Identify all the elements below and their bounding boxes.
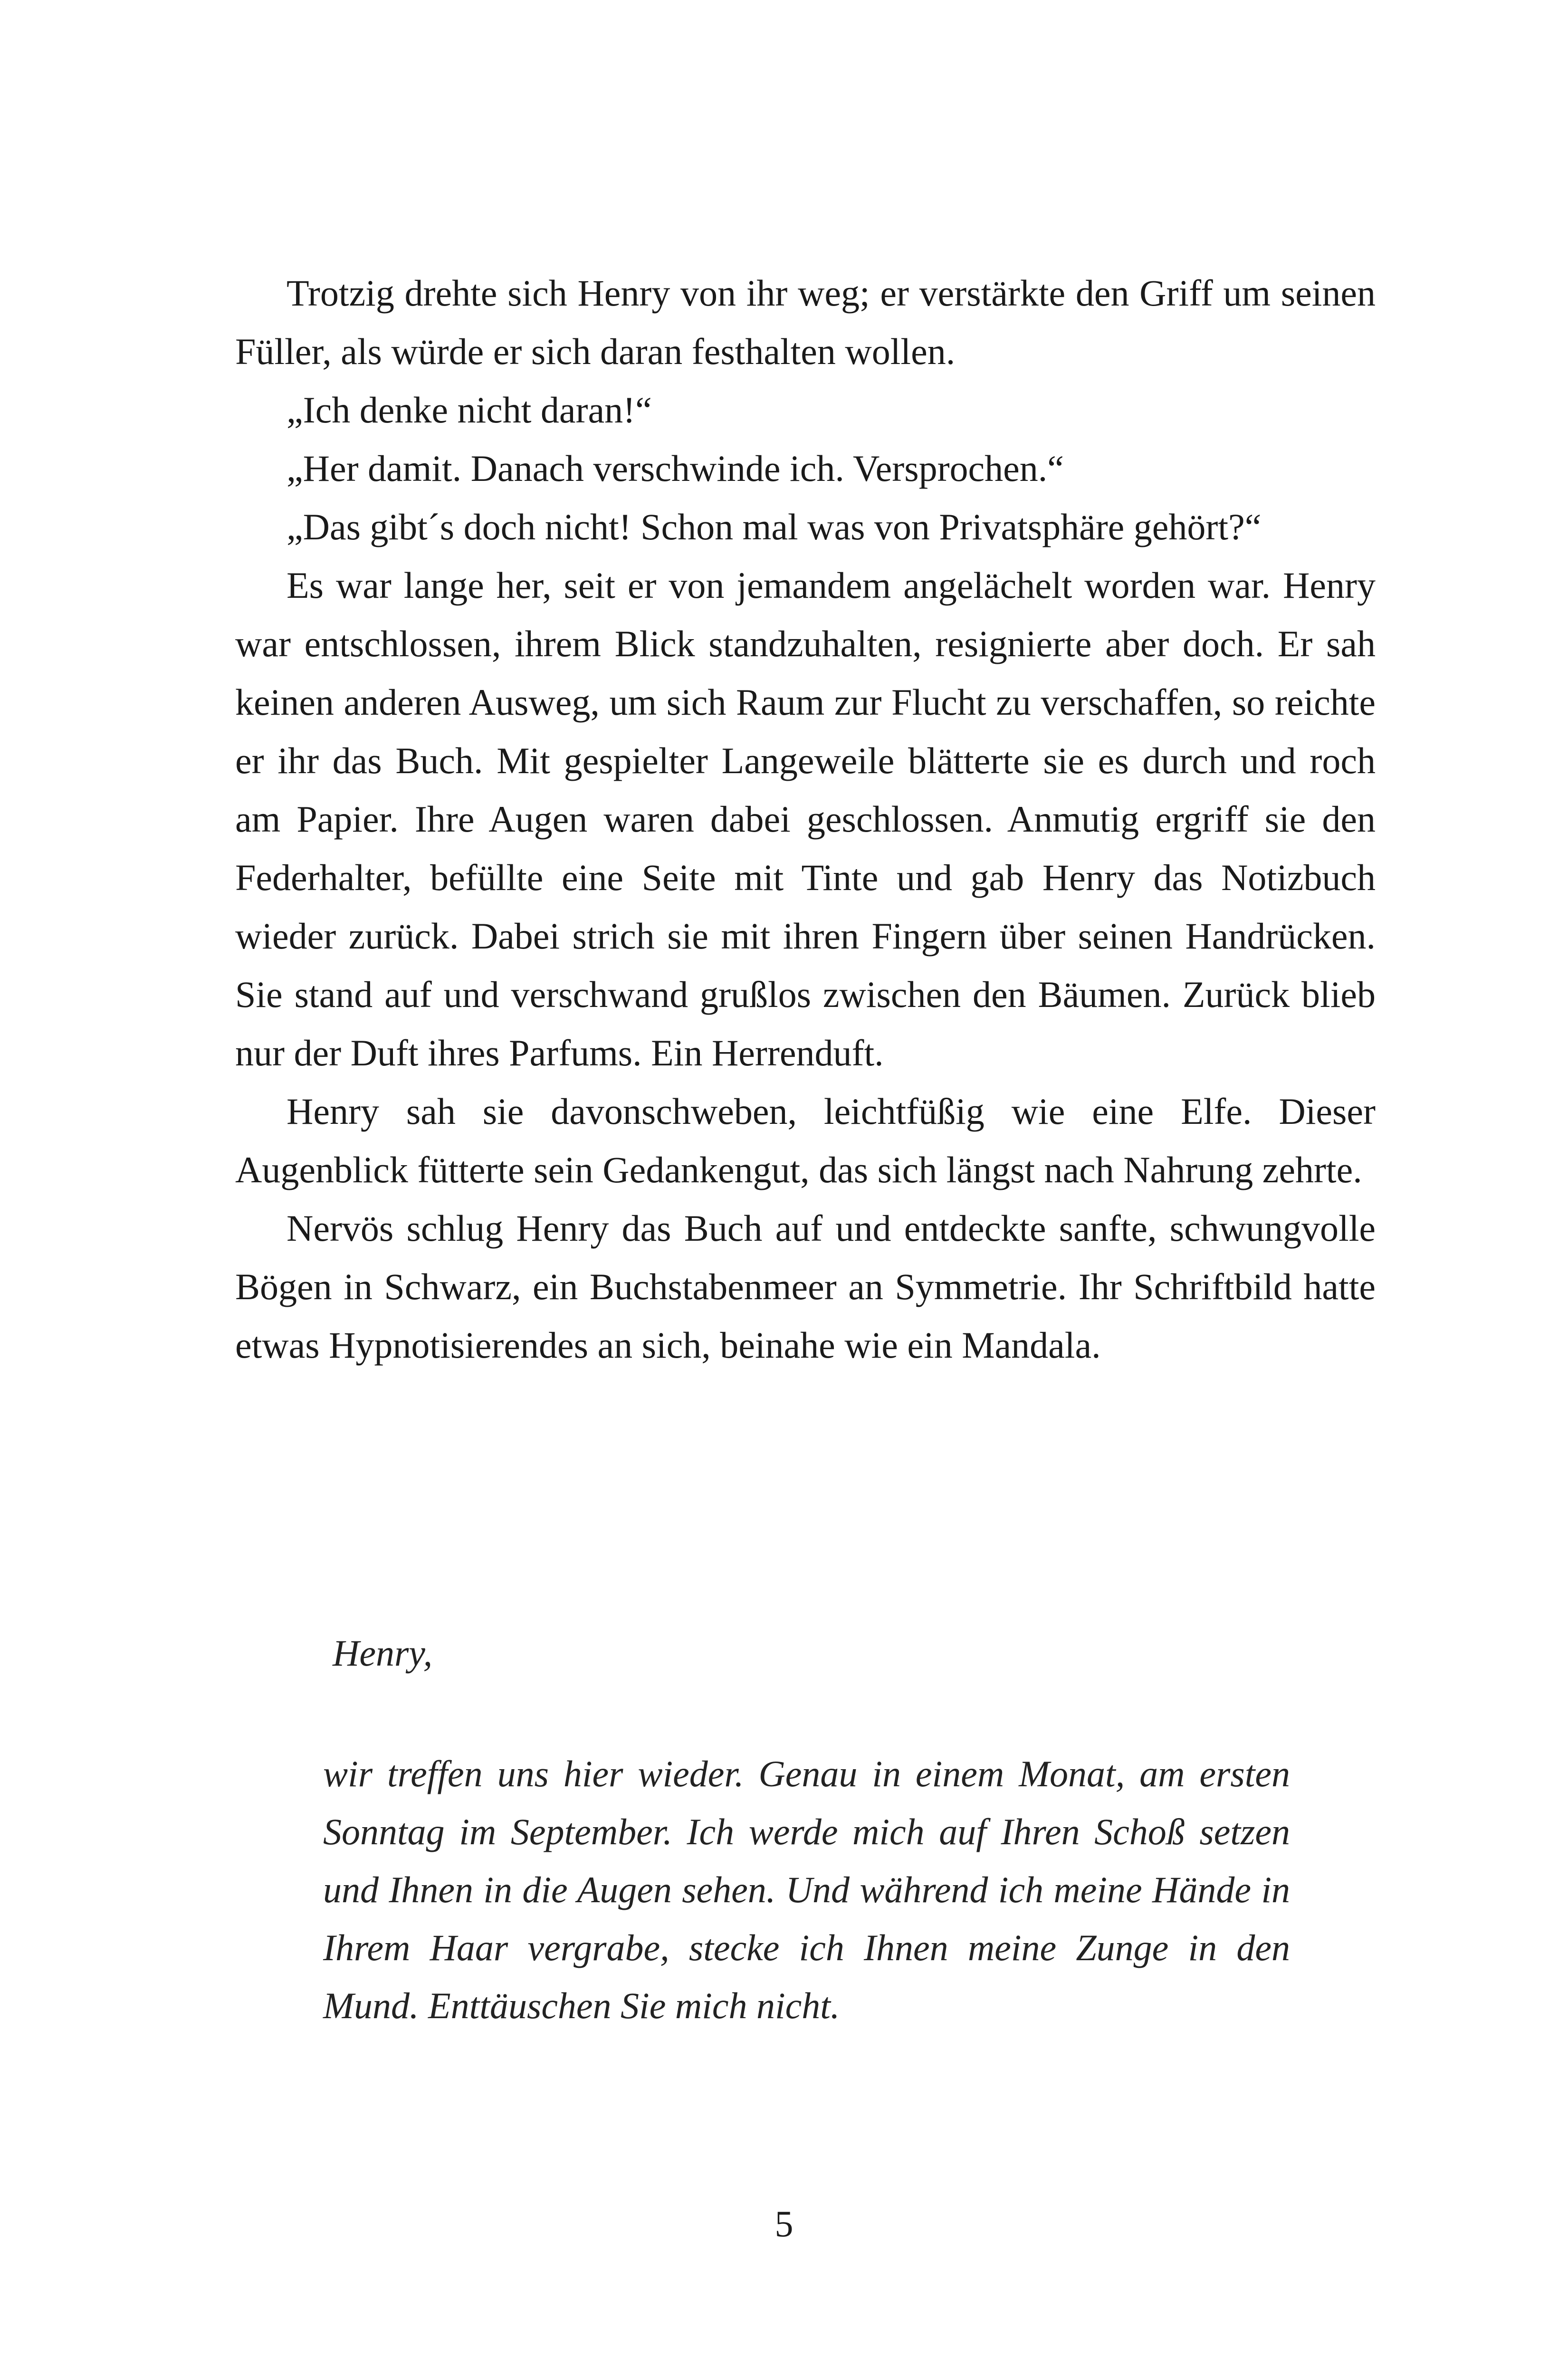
paragraph-3: „Her damit. Danach verschwinde ich. Versprochen.“ [287,448,1064,489]
paragraph-1: Trotzig drehte sich Henry von ihr weg; er verstärkte den Griff um seinen Füller, als würde er sich daran festhalten wollen. [235,272,1376,372]
paragraph-4: „Das gibt´s doch nicht! Schon mal was von Privatsphäre gehört?“ [287,506,1262,547]
page-number: 5 [774,2203,794,2244]
letter-body: wir treffen uns hier wieder. Genau in einem Monat, am ersten Sonntag im September. Ich werde mich auf Ihren Schoß setzen und Ihnen in die Augen sehen. Und während ich meine Hände in Ihrem Haar vergrabe, stecke ich Ihnen meine Zunge in den Mund. Enttäuschen Sie mich nicht. [323,1753,1290,2026]
paragraph-2: „Ich denke nicht daran!“ [287,389,652,431]
letter-salutation: Henry, [333,1632,433,1674]
body-text [235,264,1376,1374]
paragraph-5: Es war lange her, seit er von jemandem angelächelt worden war. Henry war entschlossen, ihrem Blick standzuhalten, resignierte aber doch. Er sah keinen anderen Ausweg, um sich Raum zur Flucht zu verschaffen, so reichte er ihr das Buch. Mit gespielter Langeweile blätterte sie es durch und roch am Papier. Ihre Augen waren dabei geschlossen. Anmutig ergriff sie den Federhalter, befüllte eine Seite mit Tinte und gab Henry das Notizbuch wieder zurück. Dabei strich sie mit ihren Fingern über seinen Handrücken. Sie stand auf und verschwand grußlos zwischen den Bäumen. Zurück blieb nur der Duft ihres Parfums. Ein Herrenduft. [235,565,1376,1073]
paragraph-6: Henry sah sie davonschweben, leichtfüßig wie eine Elfe. Dieser Augenblick fütterte sein Gedankengut, das sich längst nach Nahrung zehrte. [235,1091,1376,1190]
paragraph-7: Nervös schlug Henry das Buch auf und entdeckte sanfte, schwungvolle Bögen in Schwarz, ein Buchstabenmeer an Symmetrie. Ihr Schriftbild hatte etwas Hypnotisierendes an sich, beinahe wie ein Mandala. [235,1207,1376,1366]
